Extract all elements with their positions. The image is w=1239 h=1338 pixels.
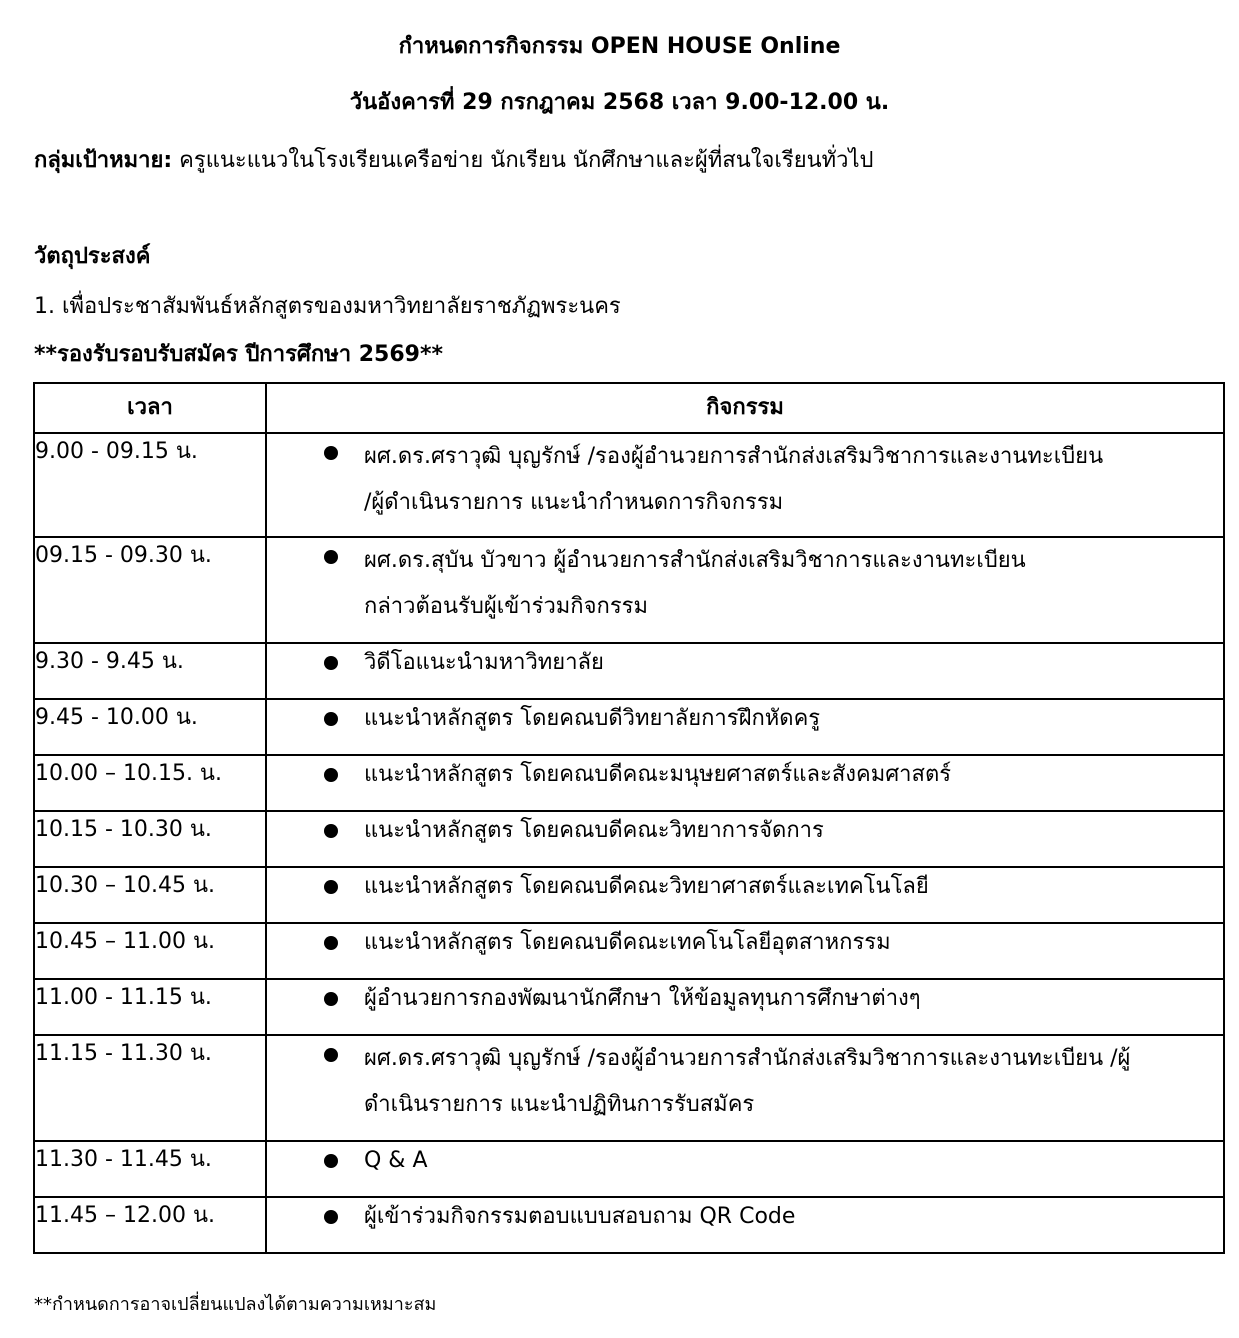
event-date: วันอังคารที่ 29 กรกฎาคม 2568 เวลา 9.00-12.00 น. — [349, 90, 890, 115]
row-time: 10.00 – 10.15. น. — [34, 755, 266, 811]
header-time: เวลา — [34, 383, 266, 433]
activity-line: ผู้เข้าร่วมกิจกรรมตอบแบบสอบถาม QR Code — [364, 1204, 796, 1229]
activity-line: แนะนำหลักสูตร โดยคณบดีคณะเทคโนโลยีอุตสาหกรรม — [364, 930, 891, 955]
table-row — [34, 979, 1224, 1035]
bullet-icon — [324, 712, 338, 726]
table-row — [34, 1197, 1224, 1253]
admission-note: **รองรับรอบรับสมัคร ปีการศึกษา 2569** — [34, 342, 443, 367]
row-activity — [266, 699, 1224, 755]
document-title: กำหนดการกิจกรรม OPEN HOUSE Online — [398, 34, 841, 59]
footnote: **กำหนดการอาจเปลี่ยนแปลงได้ตามความเหมาะสม — [34, 1294, 437, 1315]
table-row — [34, 643, 1224, 699]
activity-line: /ผู้ดำเนินรายการ แนะนำกำหนดการกิจกรรม — [364, 490, 784, 515]
activity-line: แนะนำหลักสูตร โดยคณบดีคณะวิทยาการจัดการ — [364, 818, 824, 843]
bullet-icon — [324, 1154, 338, 1168]
activity-line: Q & A — [364, 1148, 428, 1173]
table-header-row — [34, 383, 1224, 433]
table-row — [34, 1141, 1224, 1197]
row-time: 11.00 - 11.15 น. — [34, 979, 266, 1035]
row-time: 10.30 – 10.45 น. — [34, 867, 266, 923]
row-activity — [266, 643, 1224, 699]
activity-line: ผศ.ดร.สุบัน บัวขาว ผู้อำนวยการสำนักส่งเสริมวิชาการและงานทะเบียน — [364, 548, 1026, 573]
schedule-table — [33, 382, 1225, 1254]
bullet-icon — [324, 768, 338, 782]
target-group-label: กลุ่มเป้าหมาย: — [34, 148, 173, 173]
bullet-icon — [324, 992, 338, 1006]
bullet-icon — [324, 656, 338, 670]
table-row — [34, 923, 1224, 979]
table-row — [34, 1035, 1224, 1141]
activity-line: กล่าวต้อนรับผู้เข้าร่วมกิจกรรม — [364, 594, 648, 619]
row-activity — [266, 923, 1224, 979]
objectives-heading: วัตถุประสงค์ — [34, 244, 151, 269]
row-time: 9.00 - 09.15 น. — [34, 433, 266, 537]
row-activity — [266, 1035, 1224, 1141]
activity-line: แนะนำหลักสูตร โดยคณบดีคณะวิทยาศาสตร์และเทคโนโลยี — [364, 874, 929, 899]
objective-item: 1. เพื่อประชาสัมพันธ์หลักสูตรของมหาวิทยาลัยราชภัฏพระนคร — [34, 294, 621, 319]
row-time: 11.45 – 12.00 น. — [34, 1197, 266, 1253]
activity-line: ผู้อำนวยการกองพัฒนานักศึกษา ให้ข้อมูลทุนการศึกษาต่างๆ — [364, 986, 921, 1011]
row-time: 10.45 – 11.00 น. — [34, 923, 266, 979]
bullet-icon — [324, 936, 338, 950]
activity-line: แนะนำหลักสูตร โดยคณบดีคณะมนุษยศาสตร์และสังคมศาสตร์ — [364, 762, 952, 787]
row-activity — [266, 811, 1224, 867]
row-time: 10.15 - 10.30 น. — [34, 811, 266, 867]
row-time: 11.15 - 11.30 น. — [34, 1035, 266, 1141]
row-time: 11.30 - 11.45 น. — [34, 1141, 266, 1197]
table-row — [34, 537, 1224, 643]
row-activity — [266, 537, 1224, 643]
bullet-icon — [324, 824, 338, 838]
header-activity: กิจกรรม — [266, 383, 1224, 433]
bullet-icon — [324, 1048, 338, 1062]
activity-line: วิดีโอแนะนำมหาวิทยาลัย — [364, 650, 604, 675]
table-row — [34, 433, 1224, 537]
target-group — [34, 146, 874, 176]
bullet-icon — [324, 446, 338, 460]
activity-line: แนะนำหลักสูตร โดยคณบดีวิทยาลัยการฝึกหัดครู — [364, 706, 821, 731]
row-activity — [266, 979, 1224, 1035]
activity-line: ผศ.ดร.ศราวุฒิ บุญรักษ์ /รองผู้อำนวยการสำนักส่งเสริมวิชาการและงานทะเบียน — [364, 444, 1104, 469]
row-time: 9.30 - 9.45 น. — [34, 643, 266, 699]
bullet-icon — [324, 1210, 338, 1224]
table-row — [34, 811, 1224, 867]
row-activity — [266, 1197, 1224, 1253]
row-activity — [266, 1141, 1224, 1197]
table-row — [34, 699, 1224, 755]
row-time: 09.15 - 09.30 น. — [34, 537, 266, 643]
row-time: 9.45 - 10.00 น. — [34, 699, 266, 755]
table-row — [34, 867, 1224, 923]
activity-line: ผศ.ดร.ศราวุฒิ บุญรักษ์ /รองผู้อำนวยการสำนักส่งเสริมวิชาการและงานทะเบียน /ผู้ — [364, 1046, 1131, 1071]
bullet-icon — [324, 880, 338, 894]
target-group-text: ครูแนะแนวในโรงเรียนเครือข่าย นักเรียน นักศึกษาและผู้ที่สนใจเรียนทั่วไป — [172, 148, 874, 173]
bullet-icon — [324, 550, 338, 564]
activity-line: ดำเนินรายการ แนะนำปฏิทินการรับสมัคร — [364, 1092, 755, 1117]
table-row — [34, 755, 1224, 811]
row-activity — [266, 433, 1224, 537]
row-activity — [266, 755, 1224, 811]
row-activity — [266, 867, 1224, 923]
